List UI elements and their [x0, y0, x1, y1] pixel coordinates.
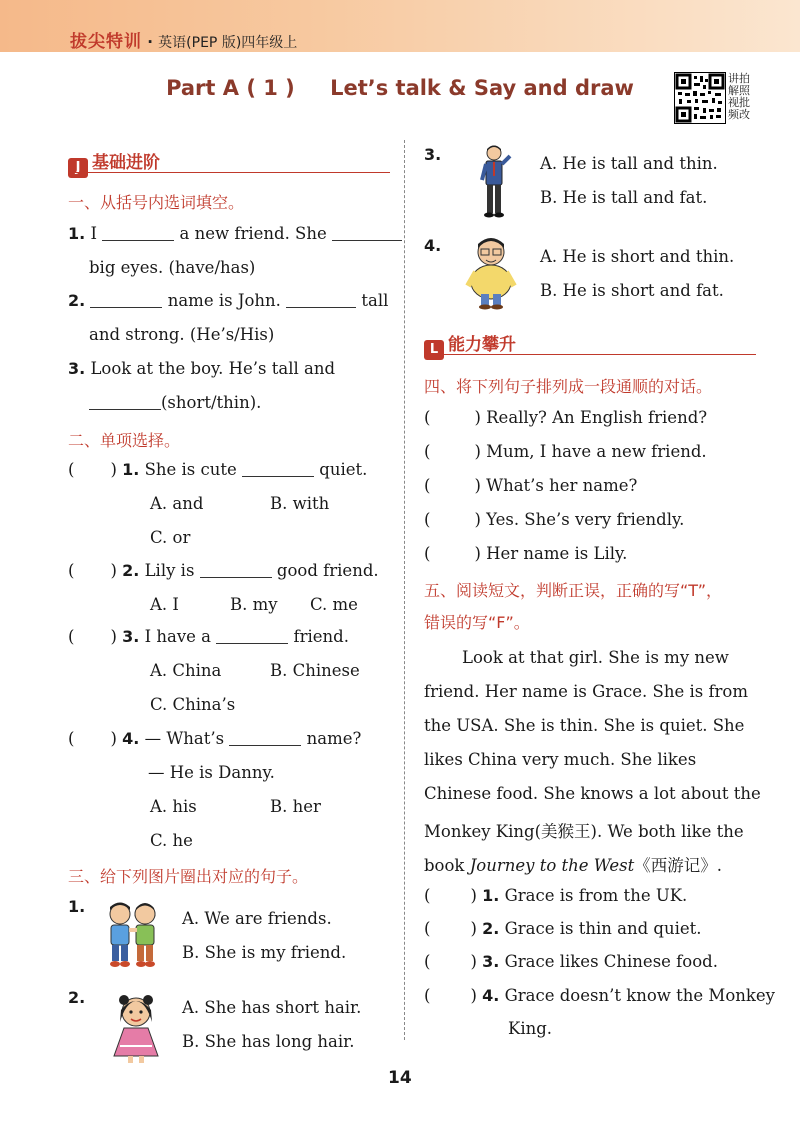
qr-code-icon[interactable] [674, 72, 726, 124]
q2-item-2: ( ) 2. Lily is good friend. [68, 561, 379, 580]
answer-blank[interactable] [102, 226, 174, 241]
passage-line: friend. Her name is Grace. She is from [424, 682, 749, 701]
answer-blank[interactable] [90, 293, 162, 308]
q5-item: ( ) 4. Grace doesn’t know the Monkey [424, 986, 775, 1005]
q3-item-2-num: 2. [68, 988, 86, 1007]
answer-blank[interactable] [89, 395, 161, 410]
q3-item-1-num: 1. [68, 897, 86, 916]
answer-bracket[interactable] [430, 955, 470, 969]
q5-item: ( ) 2. Grace is thin and quiet. [424, 919, 702, 938]
brand-name: 拔尖特训 [70, 32, 142, 52]
passage-line: book Journey to the West《西游记》. [424, 856, 723, 875]
answer-bracket[interactable] [74, 463, 110, 477]
friends-picture [100, 898, 166, 970]
passage-line: Look at that girl. She is my new [462, 648, 729, 667]
q4-item: ( ) Her name is Lily. [424, 544, 628, 563]
answer-bracket[interactable] [74, 630, 110, 644]
option[interactable]: C. or [150, 528, 191, 547]
answer-bracket[interactable] [430, 445, 474, 459]
qr-label: 讲拍 解照 视批 频改 [728, 72, 750, 121]
option[interactable]: A. He is short and thin. [540, 247, 735, 266]
answer-bracket[interactable] [74, 564, 110, 578]
girl-picture [106, 992, 166, 1066]
question-4-heading: 四、将下列句子排列成一段通顺的对话。 [424, 377, 713, 396]
q1-item-3: 3. Look at the boy. He’s tall and [68, 359, 336, 378]
passage-line: Monkey King(美猴王). We both like the [424, 822, 744, 841]
question-5-heading-cont: 错误的写“F”。 [424, 613, 530, 632]
option[interactable]: B. She is my friend. [182, 943, 347, 962]
q4-item: ( ) Mum, I have a new friend. [424, 442, 707, 461]
q1-item-1-cont: big eyes. (have/has) [89, 258, 256, 277]
q2-item-3: ( ) 3. I have a friend. [68, 627, 349, 646]
option[interactable]: B. her [270, 797, 321, 816]
q2-item-1: ( ) 1. She is cute quiet. [68, 460, 368, 479]
option[interactable]: C. he [150, 831, 193, 850]
answer-blank[interactable] [229, 731, 301, 746]
answer-blank[interactable] [200, 563, 272, 578]
section-underline [68, 172, 390, 173]
option[interactable]: B. He is tall and fat. [540, 188, 708, 207]
answer-bracket[interactable] [430, 411, 474, 425]
option[interactable]: B. Chinese [270, 661, 360, 680]
passage-line: the USA. She is thin. She is quiet. She [424, 716, 745, 735]
section-underline [424, 354, 756, 355]
q2-item-4-reply: — He is Danny. [148, 763, 275, 782]
answer-blank[interactable] [242, 462, 314, 477]
q5-item: ( ) 1. Grace is from the UK. [424, 886, 688, 905]
answer-bracket[interactable] [430, 889, 470, 903]
q1-item-2-cont: and strong. (He’s/His) [89, 325, 275, 344]
option[interactable]: B. with [270, 494, 330, 513]
answer-bracket[interactable] [430, 547, 474, 561]
option[interactable]: A. China [150, 661, 222, 680]
question-3-heading: 三、给下列图片圈出对应的句子。 [68, 867, 309, 886]
q3-item-3-num: 3. [424, 145, 442, 164]
answer-bracket[interactable] [430, 513, 474, 527]
section-badge-icon: J [68, 158, 88, 178]
q4-item: ( ) Really? An English friend? [424, 408, 708, 427]
option[interactable]: A. I [150, 595, 179, 614]
option[interactable]: A. his [150, 797, 197, 816]
answer-bracket[interactable] [430, 479, 474, 493]
option[interactable]: C. China’s [150, 695, 236, 714]
option[interactable]: B. She has long hair. [182, 1032, 355, 1051]
option[interactable]: A. and [150, 494, 204, 513]
page-title: Part A ( 1 ) Let’s talk & Say and draw [166, 76, 634, 100]
passage-line: Chinese food. She knows a lot about the [424, 784, 761, 803]
page-number: 14 [388, 1068, 412, 1088]
answer-bracket[interactable] [430, 922, 470, 936]
option[interactable]: A. She has short hair. [182, 998, 362, 1017]
answer-bracket[interactable] [430, 989, 470, 1003]
book-subject: 英语(PEP 版)四年级上 [158, 35, 298, 51]
q2-item-4: ( ) 4. — What’s name? [68, 729, 362, 748]
option[interactable]: C. me [310, 595, 358, 614]
q1-item-3-cont: (short/thin). [89, 393, 261, 412]
q1-item-2: 2. name is John. tall [68, 291, 389, 310]
short-fat-man-picture [464, 236, 518, 310]
answer-blank[interactable] [216, 629, 288, 644]
answer-blank[interactable] [332, 226, 402, 241]
answer-blank[interactable] [286, 293, 356, 308]
q4-item: ( ) Yes. She’s very friendly. [424, 510, 685, 529]
q1-item-1: 1. I a new friend. She [68, 224, 402, 243]
question-5-heading: 五、阅读短文，判断正误，正确的写“T”， [424, 581, 723, 600]
passage-line: likes China very much. She likes [424, 750, 697, 769]
option[interactable]: B. He is short and fat. [540, 281, 724, 300]
book-header: 拔尖特训 · 英语(PEP 版)四年级上 [70, 32, 298, 52]
tall-man-picture [474, 144, 516, 218]
answer-bracket[interactable] [74, 732, 110, 746]
option[interactable]: A. We are friends. [182, 909, 332, 928]
q4-item: ( ) What’s her name? [424, 476, 638, 495]
section-badge-icon: L [424, 340, 444, 360]
q5-item-cont: King. [508, 1019, 553, 1038]
question-2-heading: 二、单项选择。 [68, 431, 181, 450]
section-advanced: L 能力攀升 [424, 330, 516, 360]
option[interactable]: B. my [230, 595, 278, 614]
q3-item-4-num: 4. [424, 236, 442, 255]
section-basic: J 基础进阶 [68, 148, 160, 178]
column-divider [404, 140, 405, 1040]
q5-item: ( ) 3. Grace likes Chinese food. [424, 952, 718, 971]
option[interactable]: A. He is tall and thin. [540, 154, 718, 173]
question-1-heading: 一、从括号内选词填空。 [68, 193, 245, 212]
